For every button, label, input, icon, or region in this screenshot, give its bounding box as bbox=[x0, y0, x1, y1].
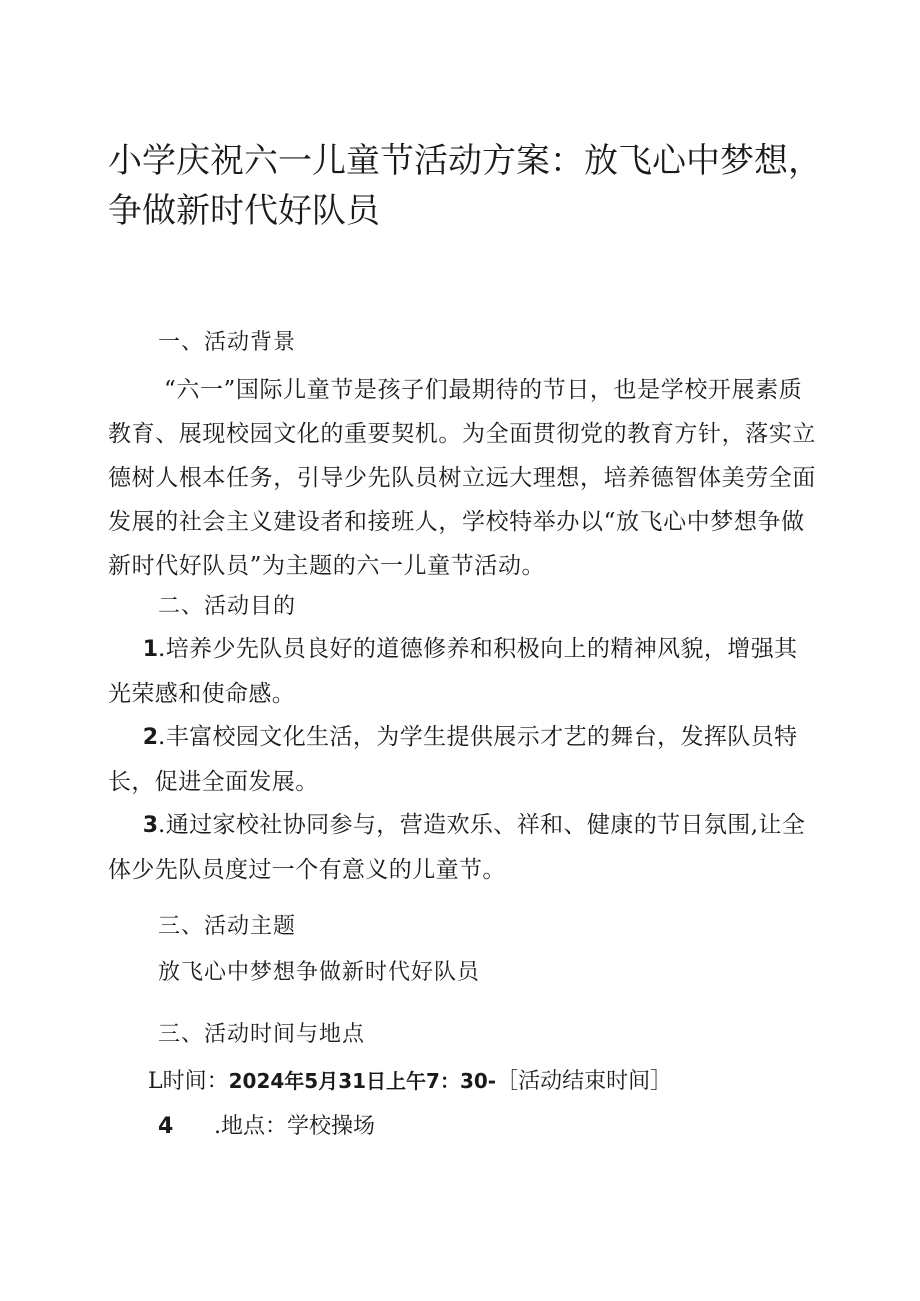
purpose-item-number: 3 bbox=[142, 813, 158, 838]
time-suffix: ［活动结束时间］ bbox=[496, 1069, 673, 1094]
purpose-item-number: 2 bbox=[142, 725, 158, 750]
purpose-item-text: .通过家校社协同参与，营造欢乐、祥和、健康的节日氛围,让全体少先队员度过一个有意义的儿童节。 bbox=[108, 812, 806, 883]
location-text: .地点：学校操场 bbox=[214, 1114, 375, 1139]
document-title: 小学庆祝六一儿童节活动方案：放飞心中梦想，争做新时代好队员 bbox=[108, 141, 822, 231]
time-line bbox=[148, 1066, 672, 1097]
section-heading-background: 一、活动背景 bbox=[158, 330, 297, 355]
purpose-item bbox=[108, 715, 818, 804]
section-heading-purpose: 二、活动目的 bbox=[158, 594, 297, 619]
location-line bbox=[158, 1112, 375, 1142]
time-value: 2024年5月31日上午7：30- bbox=[228, 1069, 497, 1093]
purpose-item bbox=[108, 803, 818, 892]
section-heading-time-place: 三、活动时间与地点 bbox=[158, 1022, 366, 1047]
purpose-item-number: 1 bbox=[142, 637, 158, 662]
theme-text: 放飞心中梦想争做新时代好队员 bbox=[158, 960, 481, 985]
purpose-item-text: .丰富校园文化生活，为学生提供展示才艺的舞台，发挥队员特长，促进全面发展。 bbox=[108, 724, 798, 795]
section-heading-theme: 三、活动主题 bbox=[158, 914, 297, 939]
location-number: 4 bbox=[158, 1114, 174, 1139]
background-paragraph: “六一”国际儿童节是孩子们最期待的节日，也是学校开展素质教育、展现校园文化的重要契机。为全面贯彻党的教育方针，落实立德树人根本任务，引导少先队员树立远大理想，培养德智体美劳全面发展的社会主义建设者和接班人，学校特举办以“放飞心中梦想争做新时代好队员”为主题的六一儿童节活动。 bbox=[108, 377, 816, 579]
purpose-item bbox=[108, 627, 818, 716]
time-prefix: L时间： bbox=[148, 1069, 229, 1094]
purpose-item-text: .培养少先队员良好的道德修养和积极向上的精神风貌，增强其光荣感和使命感。 bbox=[108, 636, 798, 707]
